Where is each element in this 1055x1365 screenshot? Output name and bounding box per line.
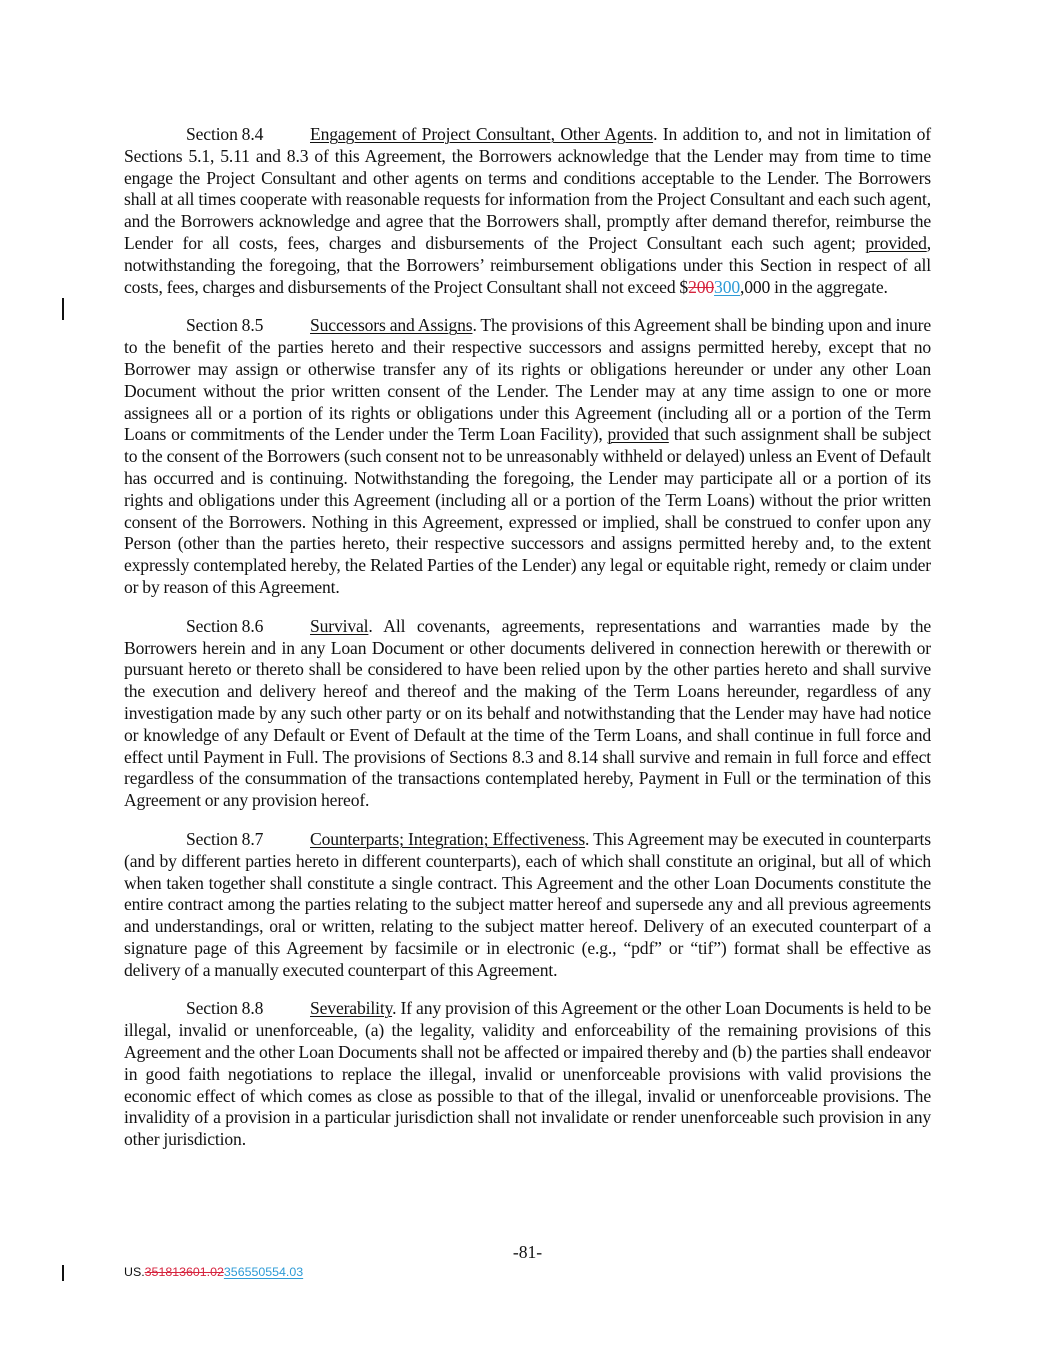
section-8-4 [124, 124, 931, 298]
change-bar-section-8-4 [62, 298, 64, 320]
section-text: . All covenants, agreements, representations and warranties made by the Borrowers herein and in any Loan Document or other documents delivered in connection herewith or therewith or pursuant hereto or thereto shall be considered to have been relied upon by the other parties hereto and shall survive the execution and delivery hereof and thereof and the making of the Term Loans hereunder, regardless of any investigation made by any such other party or on its behalf and notwithstanding that the Lender may have had notice or knowledge of any Default or Event of Default at the time of the Term Loans, and shall continue in full force and effect until Payment in Full. The provisions of Sections 8.3 and 8.14 shall survive and remain in full force and effect regardless of the consummation of the transactions contemplated hereby, Payment in Full or the termination of this Agreement or any provision hereof. [124, 615, 931, 811]
section-text: , notwithstanding the foregoing, that the Borrowers’ reimbursement obligations under this Section in respect of all costs, fees, charges and disbursements of the Project Consultant shall not exceed $ [124, 232, 931, 297]
section-number: Section 8.5 [186, 315, 264, 336]
section-text: ,000 in the aggregate. [740, 276, 888, 297]
provided-term: provided [607, 424, 669, 445]
section-8-7 [124, 829, 931, 982]
document-id [124, 1265, 303, 1279]
section-text: . If any provision of this Agreement or the other Loan Documents is held to be illegal, invalid or unenforceable, (a) the legality, validity and enforceability of the remaining provisions of this Agreement and the other Loan Documents shall not be affected or impaired thereby and (b) the parties shall endeavor in good faith negotiations to replace the illegal, invalid or unenforceable provisions with valid provisions the economic effect of which comes as close as possible to that of the illegal, invalid or unenforceable provisions. The invalidity of a provision in a particular jurisdiction shall not invalidate or render unenforceable such provision in any other jurisdiction. [124, 998, 931, 1150]
doc-id-prefix: US. [124, 1265, 145, 1279]
doc-id-deleted: 351813601.02 [144, 1265, 224, 1279]
change-bar-footer [62, 1265, 64, 1281]
section-heading: Counterparts; Integration; Effectiveness [310, 828, 586, 849]
section-heading: Successors and Assigns [310, 315, 473, 336]
doc-id-inserted: 356550554.03 [223, 1265, 304, 1279]
section-number: Section 8.6 [186, 615, 264, 636]
page-number: -81- [512, 1242, 543, 1262]
document-page [124, 124, 931, 1168]
section-number: Section 8.4 [186, 124, 264, 144]
inserted-text: 300 [714, 276, 740, 297]
section-heading: Severability [310, 998, 393, 1019]
section-text: that such assignment shall be subject to the consent of the Borrowers (such consent not to be unreasonably withheld or delayed) unless an Event of Default has occurred and is continuing. Notwithstanding the foregoing, the Lender may participate all or a portion of its rights and obligations under this Agreement (including all or a portion of the Term Loans) without the prior written consent of the Borrowers. Nothing in this Agreement, expressed or implied, shall be construed to confer upon any Person (other than the parties hereto, their respective successors and assigns permitted hereby and, to the extent expressly contemplated hereby, the Related Parties of the Lender) any legal or equitable right, remedy or claim under or by reason of this Agreement. [124, 424, 931, 597]
section-8-5 [124, 315, 931, 598]
provided-term: provided [865, 232, 927, 253]
section-text: . In addition to, and not in limitation of Sections 5.1, 5.11 and 8.3 of this Agreement, the Borrowers acknowledge that the Lender may from time to time engage the Project Consultant and other agents on terms and conditions acceptable to the Lender. The Borrowers shall at all times cooperate with reasonable requests for information from the Project Consultant and each such agent, and the Borrowers acknowledge and agree that the Borrowers shall, promptly after demand therefor, reimburse the Lender for all costs, fees, charges and disbursements of the Project Consultant each such agent; [124, 124, 931, 253]
section-heading: Engagement of Project Consultant, Other Agents [310, 124, 654, 144]
section-text: . The provisions of this Agreement shall be binding upon and inure to the benefit of the parties hereto and their respective successors and assigns permitted hereby, except that no Borrower may assign or otherwise transfer any of its rights or obligations hereunder or under any other Loan Document without the prior written consent of the Lender. The Lender may at any time assign to one or more assignees all or a portion of its rights or obligations under this Agreement (including all or a portion of the Term Loans or commitments of the Lender under the Term Loan Facility), [124, 315, 931, 445]
deleted-text: 200 [688, 276, 715, 297]
section-number: Section 8.8 [186, 998, 264, 1019]
section-8-8 [124, 998, 931, 1151]
section-number: Section 8.7 [186, 828, 264, 849]
section-text: . This Agreement may be executed in counterparts (and by different parties hereto in different counterparts), each of which shall constitute an original, but all of which when taken together shall constitute a single contract. This Agreement and the other Loan Documents constitute the entire contract among the parties relating to the subject matter hereof and supersede any and all previous agreements and understandings, oral or written, relating to the subject matter hereof. Delivery of an executed counterpart of a signature page of this Agreement by facsimile or in electronic (e.g., “pdf” or “tif”) format shall be effective as delivery of a manually executed counterpart of this Agreement. [124, 828, 931, 980]
section-heading: Survival [310, 615, 369, 636]
section-8-6 [124, 616, 931, 812]
